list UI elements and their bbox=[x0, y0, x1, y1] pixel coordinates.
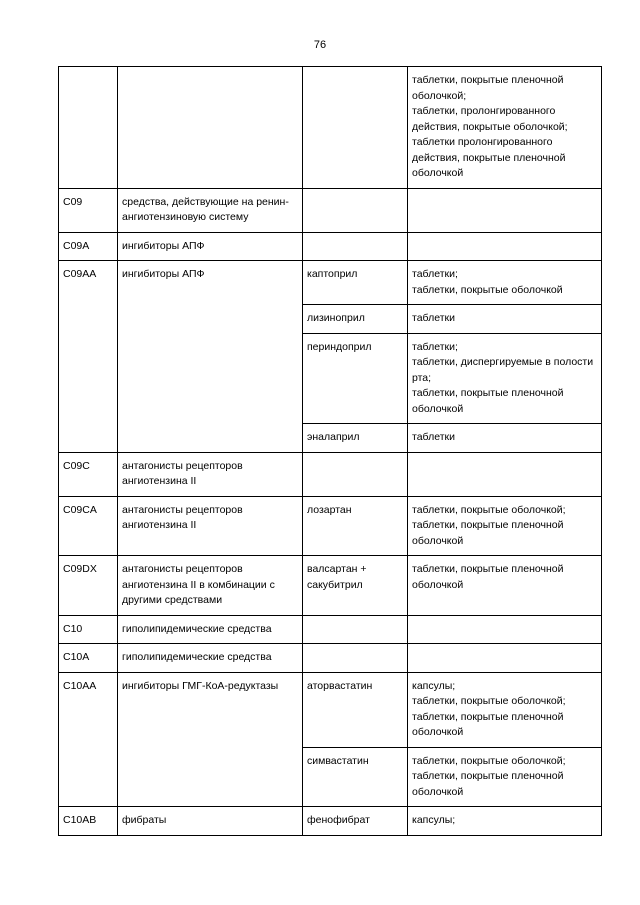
group-name-cell: фибраты bbox=[118, 807, 303, 836]
table-row bbox=[59, 67, 602, 189]
dosage-form-cell bbox=[408, 261, 602, 305]
dosage-form-cell bbox=[408, 67, 602, 189]
dosage-form-line: таблетки, покрытые оболочкой; bbox=[412, 503, 566, 516]
dosage-form-line: таблетки, покрытые пленочной оболочкой bbox=[412, 387, 564, 415]
dosage-form-line: таблетки, покрытые пленочной оболочкой bbox=[412, 710, 564, 738]
drug-name-cell bbox=[303, 188, 408, 232]
atc-code-cell: C09C bbox=[59, 452, 118, 496]
drug-name-cell: эналаприл bbox=[303, 424, 408, 453]
group-name-cell: ингибиторы АПФ bbox=[118, 232, 303, 261]
table-row bbox=[59, 496, 602, 556]
drug-name-cell: лозартан bbox=[303, 496, 408, 556]
drug-name-cell: симвастатин bbox=[303, 747, 408, 807]
dosage-form-cell bbox=[408, 452, 602, 496]
table-row bbox=[59, 232, 602, 261]
dosage-form-line: таблетки, покрытые пленочной оболочкой bbox=[412, 519, 564, 547]
dosage-form-cell bbox=[408, 672, 602, 747]
dosage-form-cell bbox=[408, 305, 602, 334]
atc-code-cell bbox=[59, 67, 118, 189]
dosage-form-line: таблетки пролонгированного действия, покрытые пленочной оболочкой bbox=[412, 136, 566, 179]
atc-code-cell: C09DX bbox=[59, 556, 118, 616]
dosage-form-cell bbox=[408, 424, 602, 453]
table-row bbox=[59, 672, 602, 747]
dosage-form-line: таблетки, пролонгированного действия, покрытые оболочкой; bbox=[412, 105, 568, 133]
dosage-form-cell bbox=[408, 333, 602, 424]
drug-name-cell bbox=[303, 615, 408, 644]
group-name-cell: гиполипидемические средства bbox=[118, 615, 303, 644]
group-name-cell: средства, действующие на ренин-ангиотензиновую систему bbox=[118, 188, 303, 232]
dosage-form-line: капсулы; bbox=[412, 814, 456, 826]
dosage-form-line: таблетки; bbox=[412, 340, 458, 353]
dosage-form-line: таблетки bbox=[412, 312, 455, 324]
table-row bbox=[59, 188, 602, 232]
group-name-cell: антагонисты рецепторов ангиотензина II bbox=[118, 496, 303, 556]
group-name-cell: ингибиторы ГМГ-КоА-редуктазы bbox=[118, 672, 303, 807]
table-row bbox=[59, 261, 602, 305]
atc-code-cell: C10 bbox=[59, 615, 118, 644]
dosage-form-line: таблетки, покрытые пленочной оболочкой bbox=[412, 770, 564, 798]
drug-table bbox=[58, 66, 602, 836]
dosage-form-cell bbox=[408, 232, 602, 261]
group-name-cell: антагонисты рецепторов ангиотензина II в комбинации с другими средствами bbox=[118, 556, 303, 616]
group-name-cell: ингибиторы АПФ bbox=[118, 261, 303, 453]
dosage-form-cell bbox=[408, 747, 602, 807]
dosage-form-line: таблетки, покрытые пленочной оболочкой; bbox=[412, 74, 564, 102]
dosage-form-line: таблетки, покрытые оболочкой; bbox=[412, 754, 566, 767]
atc-code-cell: C09CA bbox=[59, 496, 118, 556]
dosage-form-line: таблетки, покрытые пленочной оболочкой bbox=[412, 563, 564, 591]
dosage-form-line: таблетки, покрытые оболочкой; bbox=[412, 695, 566, 707]
table-row bbox=[59, 452, 602, 496]
dosage-form-line: таблетки bbox=[412, 431, 455, 443]
drug-name-cell: периндоприл bbox=[303, 333, 408, 424]
table-row bbox=[59, 556, 602, 616]
page-number: 76 bbox=[313, 39, 327, 51]
table-row bbox=[59, 615, 602, 644]
group-name-cell: гиполипидемические средства bbox=[118, 644, 303, 673]
dosage-form-cell bbox=[408, 615, 602, 644]
atc-code-cell: C10AB bbox=[59, 807, 118, 836]
dosage-form-line: таблетки, покрытые оболочкой bbox=[412, 283, 563, 296]
dosage-form-cell bbox=[408, 644, 602, 673]
atc-code-cell: C09A bbox=[59, 232, 118, 261]
drug-name-cell: аторвастатин bbox=[303, 672, 408, 747]
group-name-cell: антагонисты рецепторов ангиотензина II bbox=[118, 452, 303, 496]
drug-name-cell: фенофибрат bbox=[303, 807, 408, 836]
dosage-form-line: таблетки, диспергируемые в полости рта; bbox=[412, 356, 594, 384]
dosage-form-cell bbox=[408, 556, 602, 616]
drug-name-cell bbox=[303, 67, 408, 189]
table-row bbox=[59, 644, 602, 673]
drug-name-cell bbox=[303, 452, 408, 496]
atc-code-cell: C10A bbox=[59, 644, 118, 673]
atc-code-cell: C10AA bbox=[59, 672, 118, 807]
atc-code-cell: C09 bbox=[59, 188, 118, 232]
drug-name-cell bbox=[303, 644, 408, 673]
group-name-cell bbox=[118, 67, 303, 189]
dosage-form-line: капсулы; bbox=[412, 679, 456, 692]
atc-code-cell: C09AA bbox=[59, 261, 118, 453]
dosage-form-line: таблетки; bbox=[412, 268, 458, 280]
drug-name-cell: лизиноприл bbox=[303, 305, 408, 334]
drug-name-cell: валсартан + сакубитрил bbox=[303, 556, 408, 616]
dosage-form-cell bbox=[408, 188, 602, 232]
drug-name-cell bbox=[303, 232, 408, 261]
dosage-form-cell bbox=[408, 496, 602, 556]
dosage-form-cell bbox=[408, 807, 602, 836]
drug-name-cell: каптоприл bbox=[303, 261, 408, 305]
table-row bbox=[59, 807, 602, 836]
